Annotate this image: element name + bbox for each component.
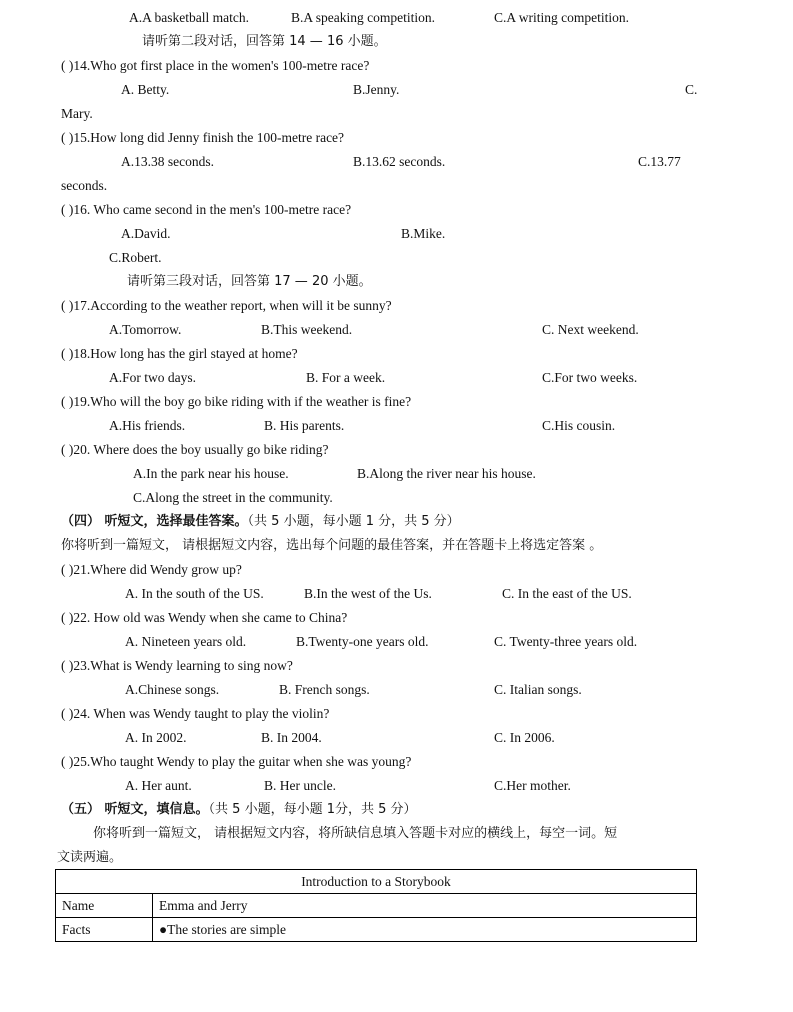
q25-option-c: C.Her mother.	[494, 778, 571, 793]
table-row	[56, 894, 697, 918]
q20-option-c: C.Along the street in the community.	[133, 490, 333, 505]
q25-option-a: A. Her aunt.	[125, 778, 192, 793]
q24-option-a: A. In 2002.	[125, 730, 187, 745]
section-5-score: （共 5 小题，每小题 1分，共 5 分）	[208, 802, 417, 817]
question-18: ( )18.How long has the girl stayed at home?	[61, 346, 298, 361]
q17-option-a: A.Tomorrow.	[109, 322, 182, 337]
q15-option-a: A.13.38 seconds.	[121, 154, 214, 169]
table-value-facts: ●The stories are simple	[153, 918, 697, 942]
section-5-title: （五） 听短文，填信息。	[61, 802, 209, 817]
question-24: ( )24. When was Wendy taught to play the violin?	[61, 706, 330, 721]
instruction-dialogue-2: 请听第二段对话，回答第 14 — 16 小题。	[142, 34, 387, 49]
section-4-header	[61, 513, 460, 531]
q18-option-b: B. For a week.	[306, 370, 386, 385]
q24-option-b: B. In 2004.	[261, 730, 322, 745]
storybook-info-table	[55, 869, 697, 942]
q20-option-a: A.In the park near his house.	[133, 466, 289, 481]
q17-option-c: C. Next weekend.	[542, 322, 639, 337]
q21-option-a: A. In the south of the US.	[125, 586, 264, 601]
question-22: ( )22. How old was Wendy when she came to China?	[61, 610, 348, 625]
q22-option-c: C. Twenty-three years old.	[494, 634, 638, 649]
section-4-score: （共 5 小题，每小题 1 分，共 5 分）	[247, 514, 460, 529]
q23-option-c: C. Italian songs.	[494, 682, 582, 697]
table-label-name: Name	[56, 894, 153, 918]
q13-option-a: A.A basketball match.	[129, 10, 249, 25]
question-17: ( )17.According to the weather report, when will it be sunny?	[61, 298, 392, 313]
q23-option-a: A.Chinese songs.	[125, 682, 220, 697]
q14-option-c-text: Mary.	[61, 106, 93, 121]
table-label-facts: Facts	[56, 918, 153, 942]
table-title: Introduction to a Storybook	[56, 870, 697, 894]
question-15: ( )15.How long did Jenny finish the 100-metre race?	[61, 130, 345, 145]
question-23: ( )23.What is Wendy learning to sing now?	[61, 658, 293, 673]
q22-option-b: B.Twenty-one years old.	[296, 634, 429, 649]
question-20: ( )20. Where does the boy usually go bike riding?	[61, 442, 329, 457]
q15-option-b: B.13.62 seconds.	[353, 154, 446, 169]
q17-option-b: B.This weekend.	[261, 322, 353, 337]
table-title-row	[56, 870, 697, 894]
q19-option-b: B. His parents.	[264, 418, 345, 433]
q19-option-a: A.His friends.	[109, 418, 186, 433]
question-25: ( )25.Who taught Wendy to play the guitar when she was young?	[61, 754, 412, 769]
q16-option-a: A.David.	[121, 226, 171, 241]
question-21: ( )21.Where did Wendy grow up?	[61, 562, 242, 577]
table-value-name: Emma and Jerry	[153, 894, 697, 918]
q19-option-c: C.His cousin.	[542, 418, 616, 433]
question-16: ( )16. Who came second in the men's 100-metre race?	[61, 202, 352, 217]
question-19: ( )19.Who will the boy go bike riding with if the weather is fine?	[61, 394, 412, 409]
q16-option-b: B.Mike.	[401, 226, 446, 241]
section-5-instruction-line2: 文读两遍。	[57, 850, 123, 865]
q14-option-a: A. Betty.	[121, 82, 170, 97]
section-5-instruction-line1: 你将听到一篇短文， 请根据短文内容，将所缺信息填入答题卡对应的横线上，每空一词。短	[93, 826, 618, 841]
section-5-header	[61, 801, 417, 819]
q23-option-b: B. French songs.	[279, 682, 370, 697]
q14-option-c-label: C.	[685, 82, 698, 97]
q13-option-b: B.A speaking competition.	[291, 10, 435, 25]
q25-option-b: B. Her uncle.	[264, 778, 336, 793]
q22-option-a: A. Nineteen years old.	[125, 634, 247, 649]
q15-option-c-label: C.13.77	[638, 154, 681, 169]
q16-option-c: C.Robert.	[109, 250, 162, 265]
instruction-dialogue-3: 请听第三段对话，回答第 17 — 20 小题。	[127, 274, 372, 289]
q20-option-b: B.Along the river near his house.	[357, 466, 536, 481]
q24-option-c: C. In 2006.	[494, 730, 555, 745]
q18-option-a: A.For two days.	[109, 370, 196, 385]
q14-option-b: B.Jenny.	[353, 82, 400, 97]
table-row	[56, 918, 697, 942]
q13-option-c: C.A writing competition.	[494, 10, 629, 25]
q18-option-c: C.For two weeks.	[542, 370, 638, 385]
section-4-title: （四） 听短文，选择最佳答案。	[61, 514, 248, 529]
q21-option-b: B.In the west of the Us.	[304, 586, 432, 601]
question-14: ( )14.Who got first place in the women's 100-metre race?	[61, 58, 370, 73]
section-4-instruction: 你将听到一篇短文， 请根据短文内容，选出每个问题的最佳答案，并在答题卡上将选定答案 。	[61, 538, 603, 553]
q21-option-c: C. In the east of the US.	[502, 586, 632, 601]
q15-option-c-text: seconds.	[61, 178, 108, 193]
